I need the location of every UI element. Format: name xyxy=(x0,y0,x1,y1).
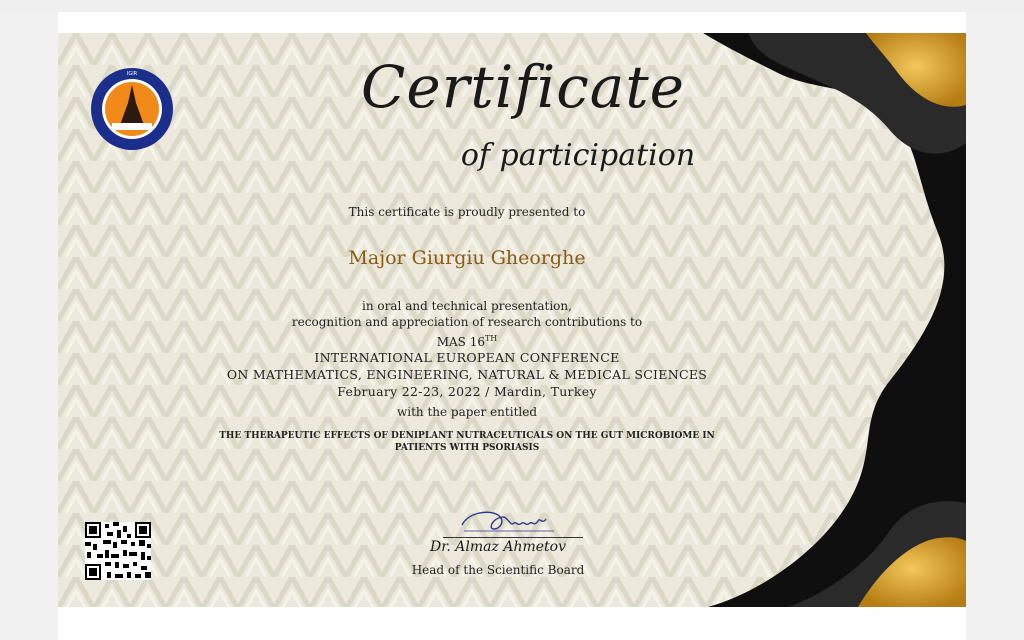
conference-number-suffix: TH xyxy=(484,334,498,343)
paper-title-line-1: THE THERAPEUTIC EFFECTS OF DENIPLANT NUTRACEUTICALS ON THE GUT MICROBIOME IN xyxy=(219,431,715,441)
signature xyxy=(458,503,558,539)
certificate-subtitle: of participation xyxy=(460,138,696,173)
body-line-2: recognition and appreciation of research contributions to xyxy=(291,315,643,329)
top-bar xyxy=(0,0,1024,12)
institute-logo xyxy=(90,67,174,151)
recipient-name: Major Giurgiu Gheorghe xyxy=(348,247,586,269)
conference-line-1: INTERNATIONAL EUROPEAN CONFERENCE xyxy=(314,350,620,365)
body-line-1: in oral and technical presentation, xyxy=(362,299,572,313)
signer-name: Dr. Almaz Ahmetov xyxy=(430,539,566,555)
certificate-title: Certificate xyxy=(361,53,685,121)
paper-title-line-2: PATIENTS WITH PSORIASIS xyxy=(394,443,540,453)
svg-text:IGIR: IGIR xyxy=(126,71,138,77)
conference-number xyxy=(58,334,921,349)
qr-code xyxy=(85,522,151,580)
signer-role: Head of the Scientific Board xyxy=(411,563,585,577)
certificate xyxy=(58,33,966,607)
paper-label: with the paper entitled xyxy=(396,405,538,419)
conference-dates: February 22-23, 2022 / Mardin, Turkey xyxy=(337,384,597,399)
presented-text: This certificate is proudly presented to xyxy=(348,205,586,219)
conference-number-text: MAS 16 xyxy=(436,335,485,349)
signature-line xyxy=(443,537,583,538)
conference-line-2: ON MATHEMATICS, ENGINEERING, NATURAL & MEDICAL SCIENCES xyxy=(226,367,708,382)
